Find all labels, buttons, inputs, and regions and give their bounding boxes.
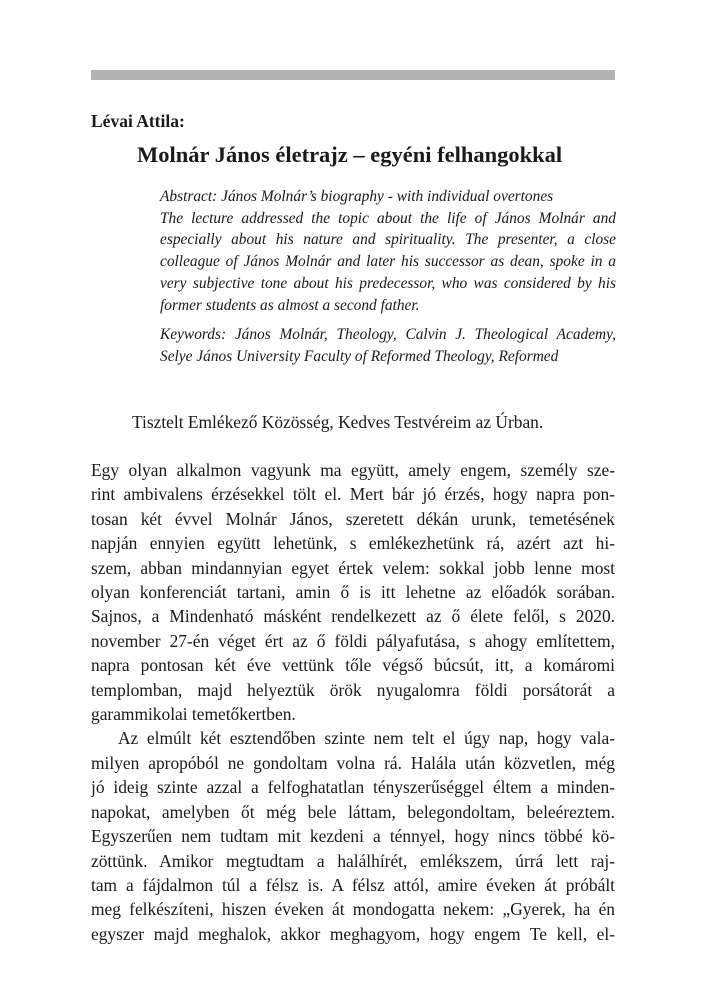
keywords: [160, 324, 616, 367]
body-line: olyan konferenciát tartani, amin ő is itt lehetne az előadók sorában.: [91, 582, 615, 603]
abstract-line: Abstract: János Molnár’s biography - with individual overtones: [160, 188, 554, 205]
body-line: napján ennyien együtt lehetünk, s emlékezhetünk rá, azért azt hi-: [91, 533, 615, 554]
body-line: garammikolai temetőkertben.: [91, 704, 296, 725]
abstract-line: colleague of János Molnár and later his successor as dean, spoke in a: [160, 253, 616, 271]
body-line: Az elmúlt két esztendőben szinte nem telt el úgy nap, hogy vala-: [118, 728, 615, 749]
body-line: szem, abban mindannyian egyet értek velem: sokkal jobb lenne most: [91, 557, 615, 578]
body-line: november 27-én véget ért az ő földi pályafutása, s ahogy említettem,: [91, 630, 615, 651]
abstract: [160, 186, 616, 316]
body-line: tosan két évvel Molnár János, szeretett dékán urunk, temetésének: [91, 508, 615, 529]
body-line: napra pontosan két éve vettünk tőle végső búcsút, itt, a komáromi: [91, 655, 615, 676]
abstract-line: very subjective tone about his predecessor, who was considered by his: [160, 274, 616, 292]
body-line: napokat, amelyben őt még bele láttam, belegondoltam, beleéreztem.: [91, 801, 615, 822]
paper-title: Molnár János életrajz – egyéni felhangokkal: [137, 142, 563, 167]
abstract-line: especially about his nature and spirituality. The presenter, a close: [160, 231, 616, 249]
body-line: milyen apropóból ne gondoltam volna rá. Halála után közvetlen, még: [91, 752, 615, 773]
header-rule: [91, 70, 615, 80]
body-text: [91, 458, 615, 946]
body-line: templomban, majd helyeztük örök nyugalomra földi porsátorát a: [91, 679, 615, 700]
salutation: Tisztelt Emlékező Közösség, Kedves Testvéreim az Úrban.: [132, 412, 544, 432]
body-line: Sajnos, a Mindenható másként rendelkezett az ő élete felől, s 2020.: [91, 606, 615, 627]
body-line: zöttünk. Amikor megtudtam a halálhírét, emlékszem, úrrá lett raj-: [91, 850, 615, 871]
keywords-line: Selye János University Faculty of Reformed Theology, Reformed: [160, 347, 559, 365]
abstract-line: The lecture addressed the topic about the life of János Molnár and: [160, 209, 616, 227]
body-line: tam a fájdalmon túl a félsz is. A félsz attól, amire éveken át próbált: [91, 874, 615, 895]
body-line: rint ambivalens érzésekkel tölt el. Mert bár jó érzés, hogy napra pon-: [91, 484, 615, 505]
body-line: Egyszerűen nem tudtam mit kezdeni a ténnyel, hogy nincs többé kö-: [91, 826, 615, 847]
abstract-line: former students as almost a second father.: [160, 296, 420, 314]
body-line: Egy olyan alkalmon vagyunk ma együtt, amely engem, személy sze-: [91, 460, 615, 480]
body-line: meg felkészíteni, hiszen éveken át mondogatta nekem: „Gyerek, ha én: [91, 899, 615, 920]
keywords-line: Keywords: János Molnár, Theology, Calvin J. Theological Academy,: [160, 326, 616, 343]
body-line: egyszer majd meghalok, akkor meghagyom, hogy engem Te kell, el-: [91, 923, 615, 944]
body-line: jó ideig szinte azzal a felfoghatatlan tényszerűséggel éltem a minden-: [91, 777, 615, 798]
author-name: Lévai Attila:: [91, 111, 185, 131]
